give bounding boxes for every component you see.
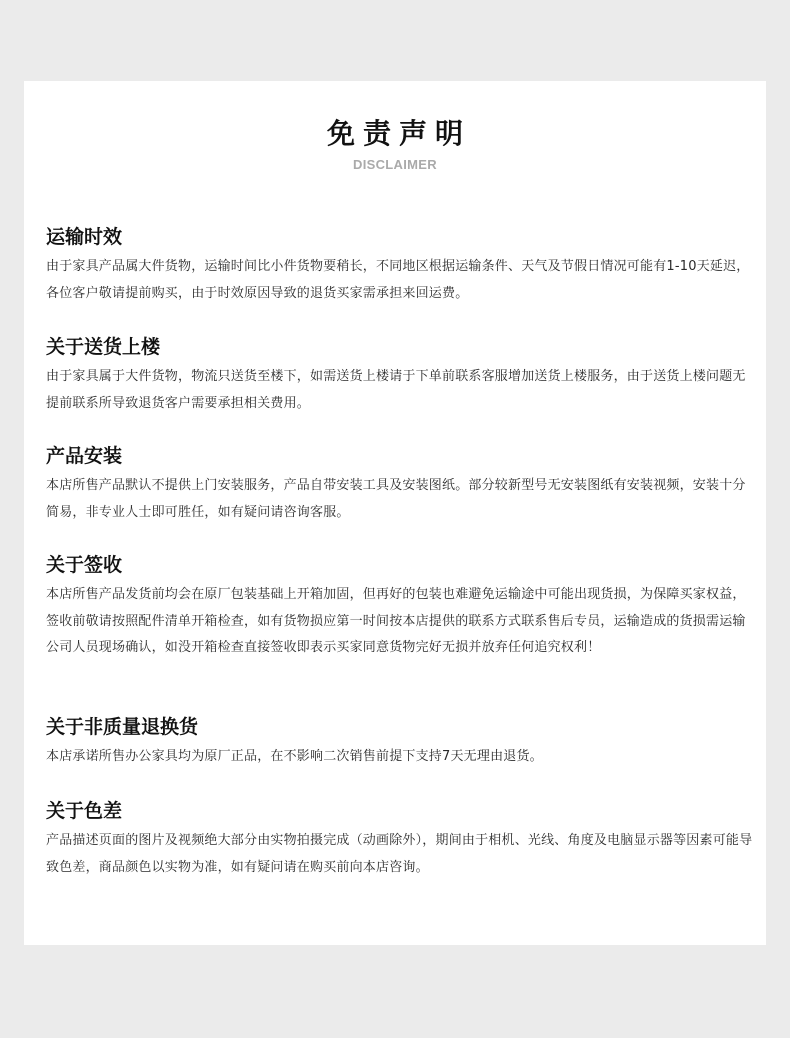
- section-shipping-time: [46, 224, 756, 307]
- section-installation: [46, 443, 756, 526]
- section-color-difference: [46, 798, 756, 881]
- section-body: 本店所售产品发货前均会在原厂包装基础上开箱加固，但再好的包装也难避免运输途中可能出现货损，为保障买家权益，签收前敬请按照配件清单开箱检查，如有货物损应第一时间按本店提供的联系方式联系售后专员，运输造成的货损需运输公司人员现场确认，如没开箱检查直接签收即表示买家同意货物完好无损并放弃任何追究权利！: [46, 587, 746, 655]
- section-body: 本店承诺所售办公家具均为原厂正品，在不影响二次销售前提下支持7天无理由退货。: [46, 749, 543, 764]
- section-title: 关于签收: [46, 554, 123, 576]
- section-title: 关于非质量退换货: [46, 716, 199, 738]
- section-upstairs-delivery: [46, 334, 756, 417]
- section-title: 关于色差: [46, 800, 123, 822]
- section-body: 由于家具属于大件货物，物流只送货至楼下，如需送货上楼请于下单前联系客服增加送货上楼服务，由于送货上楼问题无提前联系所导致退货客户需要承担相关费用。: [46, 369, 746, 411]
- disclaimer-card: [24, 81, 766, 945]
- section-non-quality-returns: [46, 714, 756, 771]
- section-body: 由于家具产品属大件货物，运输时间比小件货物要稍长，不同地区根据运输条件、天气及节假日情况可能有1-10天延迟，各位客户敬请提前购买，由于时效原因导致的退货买家需承担来回运费。: [46, 259, 750, 301]
- section-body: 本店所售产品默认不提供上门安装服务，产品自带安装工具及安装图纸。部分较新型号无安装图纸有安装视频，安装十分简易，非专业人士即可胜任，如有疑问请咨询客服。: [46, 478, 746, 520]
- disclaimer-header: [24, 114, 766, 174]
- section-receipt: [46, 552, 756, 662]
- section-title: 关于送货上楼: [46, 336, 161, 358]
- section-title: 运输时效: [46, 226, 123, 248]
- section-body: 产品描述页面的图片及视频绝大部分由实物拍摄完成（动画除外），期间由于相机、光线、角度及电脑显示器等因素可能导致色差，商品颜色以实物为准，如有疑问请在购买前向本店咨询。: [46, 833, 753, 875]
- page-subtitle: DISCLAIMER: [353, 157, 437, 172]
- page-title: 免责声明: [326, 117, 471, 150]
- section-title: 产品安装: [46, 445, 123, 467]
